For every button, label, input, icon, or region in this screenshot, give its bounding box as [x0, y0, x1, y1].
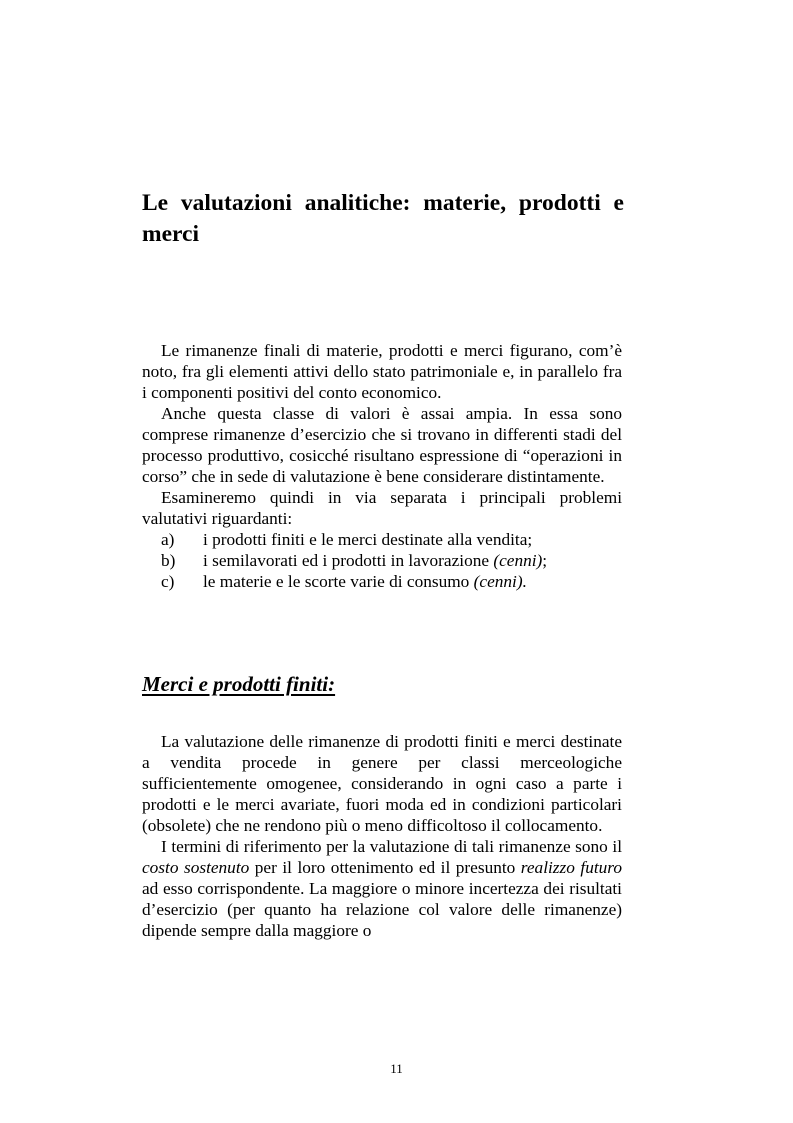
section-block	[142, 731, 622, 941]
page-number: 11	[390, 1061, 403, 1076]
chapter-title	[142, 188, 624, 250]
section-paragraph-2-emphasis-2: realizzo futuro	[520, 858, 622, 877]
chapter-title-line-2: merci	[142, 221, 199, 247]
chapter-title-line-1: Le valutazioni analitiche: materie, prodotti e	[142, 190, 624, 216]
section-paragraph-2-part-c: ad esso corrispondente. La maggiore o minore incertezza dei risultati d’esercizio (per quanto ha relazione col valore delle rimanenze) dipende sempre dalla maggiore o	[142, 879, 622, 940]
section-heading: Merci e prodotti finiti:	[142, 672, 336, 696]
list-item	[142, 571, 622, 592]
list-item-tail: ;	[542, 551, 548, 570]
section-paragraph-1: La valutazione delle rimanenze di prodotti finiti e merci destinate a vendita procede in genere per classi merceologiche sufficientemente omogenee, considerando in ogni caso a parte i prodotti e le merci avariate, fuori moda ed in condizioni particolari (obsolete) che ne rendono più o meno difficoltoso il collocamento.	[142, 732, 622, 835]
list-item-text: i semilavorati ed i prodotti in lavorazione	[203, 551, 494, 570]
list-item	[142, 550, 622, 571]
intro-paragraph-1: Le rimanenze finali di materie, prodotti e merci figurano, com’è noto, fra gli elementi attivi dello stato patrimoniale e, in parallelo fra i componenti positivi del conto economico.	[142, 341, 622, 402]
list-marker: b)	[161, 551, 176, 570]
topics-list	[142, 529, 622, 592]
list-item-note: (cenni)	[493, 551, 543, 570]
list-marker: c)	[161, 572, 175, 591]
intro-block	[142, 340, 622, 592]
intro-paragraph-2: Anche questa classe di valori è assai ampia. In essa sono comprese rimanenze d’esercizio che si trovano in differenti stadi del processo produttivo, cosicché risultano espressione di “operazioni in corso” che in sede di valutazione è bene considerare distintamente.	[142, 404, 622, 486]
section-paragraph-2-part-b: per il loro ottenimento ed il presunto	[249, 858, 521, 877]
section-paragraph-2	[142, 836, 622, 941]
intro-paragraph-3: Esamineremo quindi in via separata i principali problemi valutativi riguardanti:	[142, 488, 622, 528]
list-item	[142, 529, 622, 550]
list-item-text: le materie e le scorte varie di consumo	[203, 572, 474, 591]
list-marker: a)	[161, 530, 175, 549]
section-paragraph-2-emphasis-1: costo sostenuto	[142, 858, 250, 877]
section-paragraph-2-part-a: I termini di riferimento per la valutazione di tali rimanenze sono il	[161, 837, 622, 856]
list-item-note: (cenni).	[473, 572, 527, 591]
list-item-text: i prodotti finiti e le merci destinate alla vendita;	[203, 530, 533, 549]
